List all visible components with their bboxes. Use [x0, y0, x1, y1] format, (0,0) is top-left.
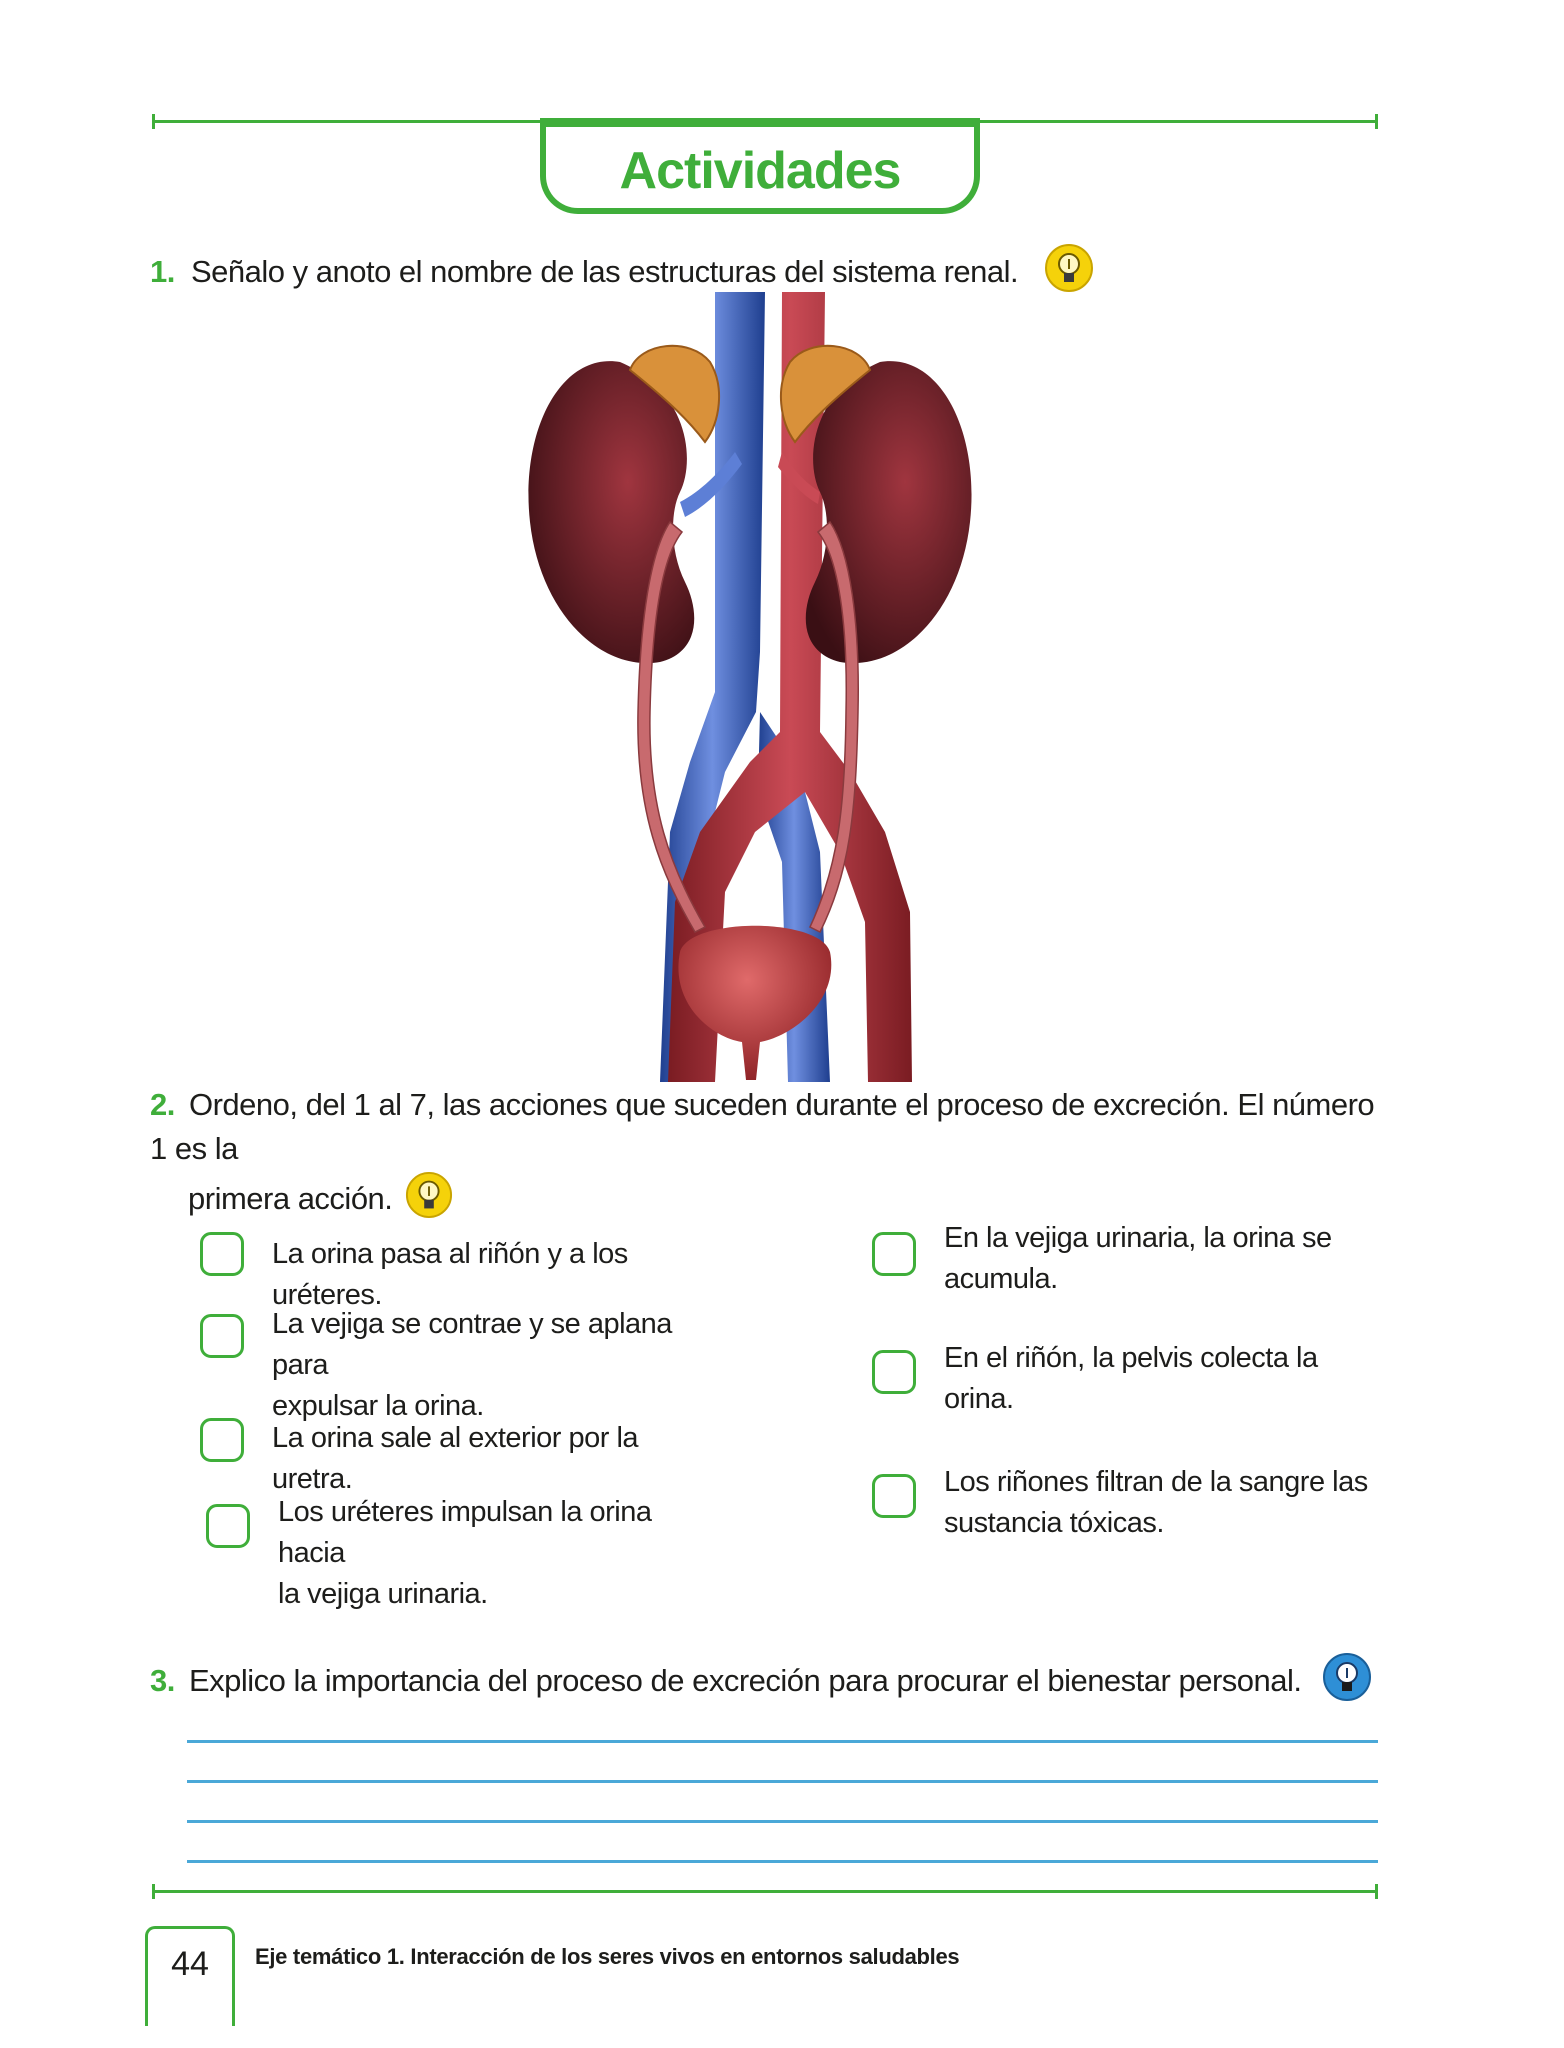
- order-option-text: En la vejiga urinaria, la orina se acumula.: [944, 1222, 1332, 1295]
- order-option-text: Los riñones filtran de la sangre las sustancia tóxicas.: [944, 1466, 1368, 1539]
- order-option-text: La vejiga se contrae y se aplana para expulsar la orina.: [272, 1308, 672, 1422]
- answer-line[interactable]: [187, 1860, 1378, 1863]
- order-number-box[interactable]: [206, 1504, 250, 1548]
- footer-text: Eje temático 1. Interacción de los seres vivos en entornos saludables: [255, 1944, 960, 1969]
- order-option-text: La orina sale al exterior por la uretra.: [272, 1422, 639, 1495]
- answer-line[interactable]: [187, 1740, 1378, 1743]
- order-number-box[interactable]: [872, 1474, 916, 1518]
- kidney-right: [806, 361, 972, 663]
- order-number-box[interactable]: [872, 1232, 916, 1276]
- question-3: [150, 1652, 1372, 1714]
- question-2-text-line1: Ordeno, del 1 al 7, las acciones que suceden durante el proceso de excreción. El número 1 es la: [150, 1087, 1375, 1166]
- question-1-text: Señalo y anoto el nombre de las estructuras del sistema renal.: [190, 254, 1019, 290]
- question-2-number: 2.: [150, 1087, 175, 1122]
- question-2: [150, 1083, 1390, 1231]
- question-2-text-line2: primera acción.: [188, 1181, 393, 1217]
- page-number-tab: [145, 1926, 235, 2026]
- renal-system-illustration: [520, 292, 980, 1082]
- answer-line[interactable]: [187, 1780, 1378, 1783]
- order-number-box[interactable]: [200, 1418, 244, 1462]
- lightbulb-icon: [1044, 243, 1094, 305]
- page-number: 44: [171, 1945, 209, 1983]
- order-option-text: En el riñón, la pelvis colecta la orina.: [944, 1342, 1318, 1415]
- lightbulb-icon: [405, 1171, 453, 1231]
- order-number-box[interactable]: [872, 1350, 916, 1394]
- order-number-box[interactable]: [200, 1314, 244, 1358]
- kidney-left: [528, 361, 694, 663]
- order-option-text: La orina pasa al riñón y a los uréteres.: [272, 1238, 628, 1311]
- question-1-number: 1.: [150, 254, 175, 290]
- section-title: Actividades: [619, 142, 901, 200]
- bottom-rule: [152, 1890, 1378, 1893]
- lightbulb-icon: [1322, 1652, 1372, 1714]
- section-title-box: [540, 118, 980, 214]
- answer-line[interactable]: [187, 1820, 1378, 1823]
- question-3-number: 3.: [150, 1663, 175, 1699]
- order-number-box[interactable]: [200, 1232, 244, 1276]
- order-option-text: Los uréteres impulsan la orina hacia la vejiga urinaria.: [278, 1496, 652, 1610]
- question-3-text: Explico la importancia del proceso de excreción para procurar el bienestar personal.: [188, 1663, 1302, 1699]
